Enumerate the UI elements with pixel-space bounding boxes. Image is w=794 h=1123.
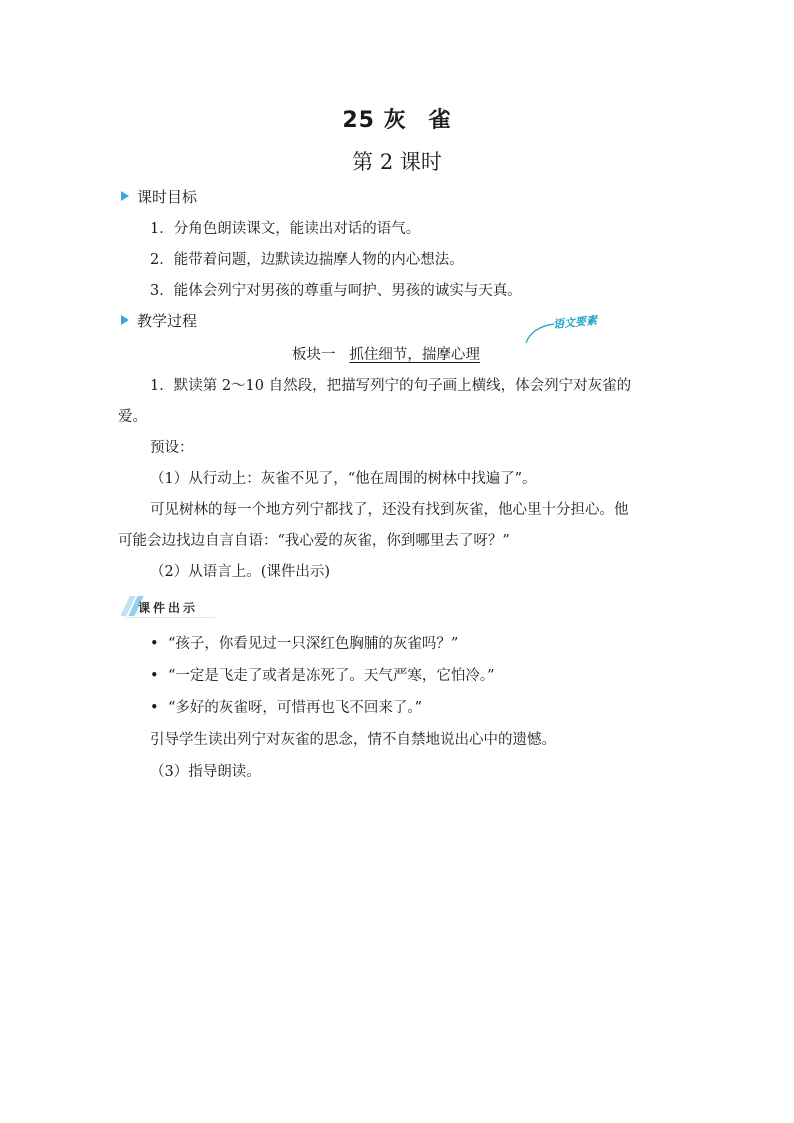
block-title-text: 抓住细节，揣摩心理 <box>349 347 480 363</box>
para-1-line-1: 1．默读第 2～10 自然段，把描写列宁的句子画上横线，体会列宁对灰雀的 <box>150 378 632 394</box>
kejian-bullet-1 <box>150 632 458 653</box>
lesson-subtitle: 第 2 课时 <box>352 150 442 174</box>
badge-pointer-icon <box>520 322 560 346</box>
bullet-dot-icon: • <box>150 636 159 652</box>
lesson-title <box>0 103 794 134</box>
block-title <box>292 343 480 364</box>
section-heading-process <box>121 310 197 331</box>
kejian-bullet-3 <box>150 696 422 717</box>
title-char-2: 雀 <box>428 108 452 133</box>
goal-item-1: 1．分角色朗读课文，能读出对话的语气。 <box>150 221 421 237</box>
para-1-line-2: 爱。 <box>118 409 147 425</box>
para-3-line-1: 可见树林的每一个地方列宁都找了，还没有找到灰雀，他心里十分担心。他 <box>150 502 629 518</box>
triangle-bullet-icon <box>121 315 129 325</box>
preset-label: 预设： <box>150 440 194 456</box>
kejian-bullet-3-text: “多好的灰雀呀，可惜再也飞不回来了。” <box>168 700 423 716</box>
para-5: 引导学生读出列宁对灰雀的思念，情不自禁地说出心中的遗憾。 <box>150 732 556 748</box>
title-char-1: 灰 <box>383 108 407 133</box>
title-number: 25 <box>342 108 375 133</box>
goal-item-2: 2．能带着问题，边默读边揣摩人物的内心想法。 <box>150 252 464 268</box>
kejian-deco-line <box>125 617 215 618</box>
para-3-line-2: 可能会边找边自言自语：“我心爱的灰雀，你到哪里去了呀？” <box>118 533 510 549</box>
para-2: （1）从行动上：灰雀不见了，“他在周围的树林中找遍了”。 <box>150 471 537 487</box>
yuwen-yaosu-badge: 语文要素 <box>552 313 598 332</box>
goal-item-3: 3．能体会列宁对男孩的尊重与呵护、男孩的诚实与天真。 <box>150 283 522 299</box>
para-4: （2）从语言上。(课件出示) <box>150 564 331 580</box>
kejian-bullet-2-text: “一定是飞走了或者是冻死了。天气严寒，它怕冷。” <box>168 668 495 684</box>
section-heading-process-label: 教学过程 <box>137 312 198 330</box>
kejian-heading: 课件出示 <box>138 601 199 615</box>
para-6: （3）指导朗读。 <box>150 764 261 780</box>
kejian-bullet-1-text: “孩子，你看见过一只深红色胸脯的灰雀吗？” <box>168 636 459 652</box>
bullet-dot-icon: • <box>150 700 159 716</box>
triangle-bullet-icon <box>121 191 129 201</box>
section-heading-goals-label: 课时目标 <box>137 188 198 206</box>
kejian-bullet-2 <box>150 664 495 685</box>
bullet-dot-icon: • <box>150 668 159 684</box>
section-heading-goals <box>121 186 197 207</box>
block-prefix: 板块一 <box>292 347 336 363</box>
